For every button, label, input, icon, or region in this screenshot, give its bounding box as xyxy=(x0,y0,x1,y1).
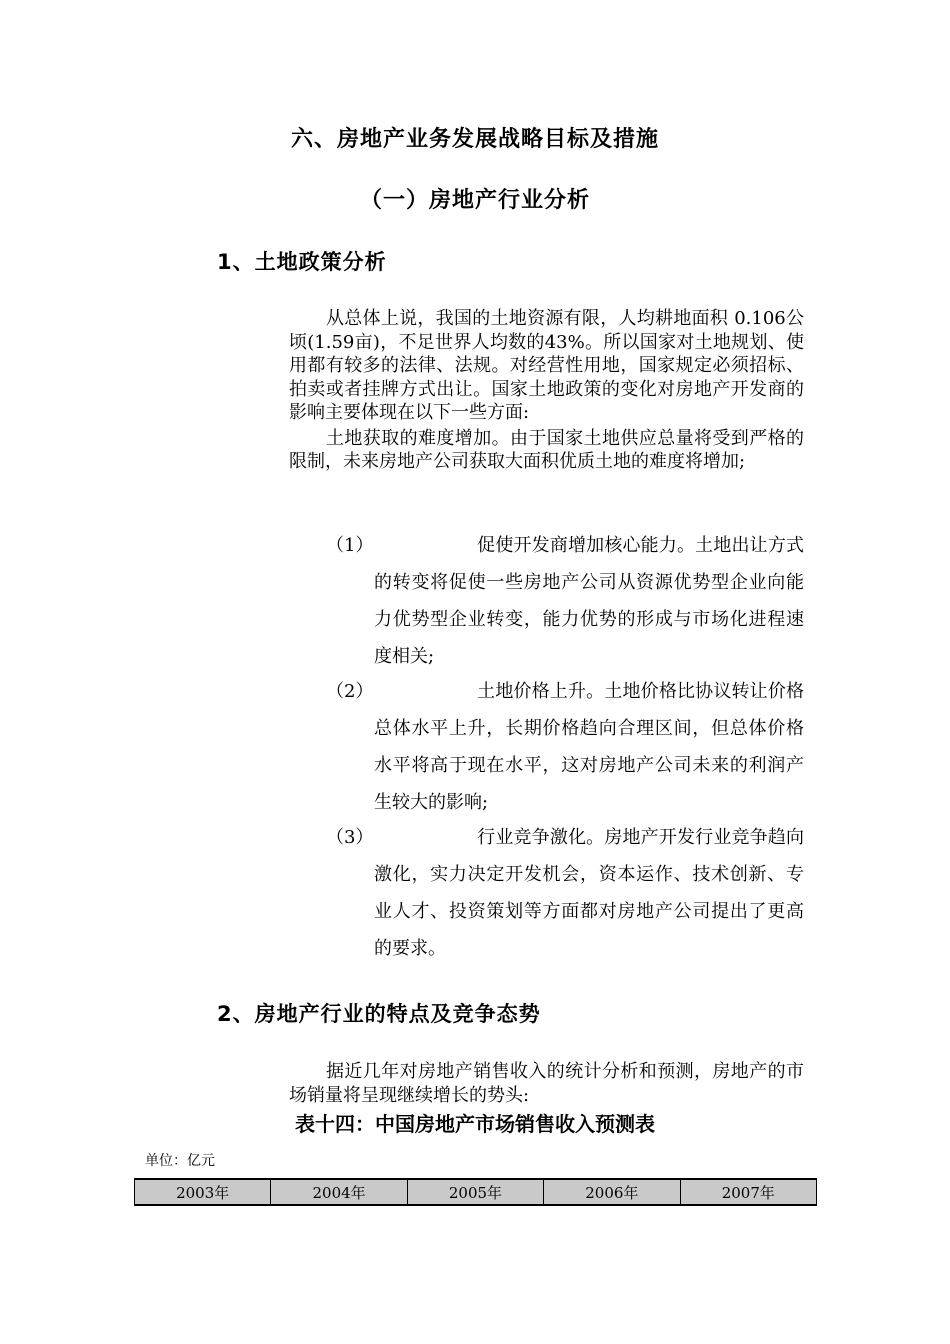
paragraph: 从总体上说，我国的土地资源有限，人均耕地面积 0.106公顷(1.59亩)，不足世界人均数的43%。所以国家对土地规划、使用都有较多的法律、法规。对经营性用地，国家规定必须招标、拍卖或者挂牌方式出让。国家土地政策的变化对房地产开发商的影响主要体现在以下一些方面: xyxy=(289,308,804,423)
list-number: （1） xyxy=(326,535,374,556)
list-text: 行业竞争激化。房地产开发行业竞争趋向激化，实力决定开发机会，资本运作、技术创新、专业人才、投资策划等方面都对房地产公司提出了更高的要求。 xyxy=(374,827,804,959)
section-1-body xyxy=(289,307,804,474)
page-heading: 六、房地产业务发展战略目标及措施 xyxy=(290,127,659,152)
table-header-row xyxy=(135,1179,817,1205)
column-header: 2005年 xyxy=(407,1179,543,1205)
paragraph: 据近几年对房地产销售收入的统计分析和预测，房地产的市场销量将呈现继续增长的势头: xyxy=(289,1061,804,1106)
list-number: （3） xyxy=(326,827,374,848)
sub-heading: （一）房地产行业分析 xyxy=(359,188,590,213)
column-header: 2004年 xyxy=(271,1179,407,1205)
list-number: （2） xyxy=(326,681,374,702)
section-1-title: 1、土地政策分析 xyxy=(217,250,387,274)
paragraph: 土地获取的难度增加。由于国家土地供应总量将受到严格的限制，未来房地产公司获取大面积优质土地的难度将增加; xyxy=(289,427,804,472)
table-title: 表十四：中国房地产市场销售收入预测表 xyxy=(295,1112,655,1136)
column-header: 2007年 xyxy=(680,1179,816,1205)
section-2-body xyxy=(289,1060,804,1107)
list-text: 土地价格上升。土地价格比协议转让价格总体水平上升，长期价格趋向合理区间，但总体价格水平将高于现在水平，这对房地产公司未来的利润产生较大的影响; xyxy=(374,681,804,813)
column-header: 2006年 xyxy=(544,1179,680,1205)
list-text: 促使开发商增加核心能力。土地出让方式的转变将促使一些房地产公司从资源优势型企业向能力优势型企业转变，能力优势的形成与市场化进程速度相关; xyxy=(374,535,804,667)
revenue-forecast-table xyxy=(134,1178,817,1206)
column-header: 2003年 xyxy=(135,1179,271,1205)
table-unit: 单位：亿元 xyxy=(145,1153,215,1169)
section-2-title: 2、房地产行业的特点及竞争态势 xyxy=(217,1002,541,1026)
